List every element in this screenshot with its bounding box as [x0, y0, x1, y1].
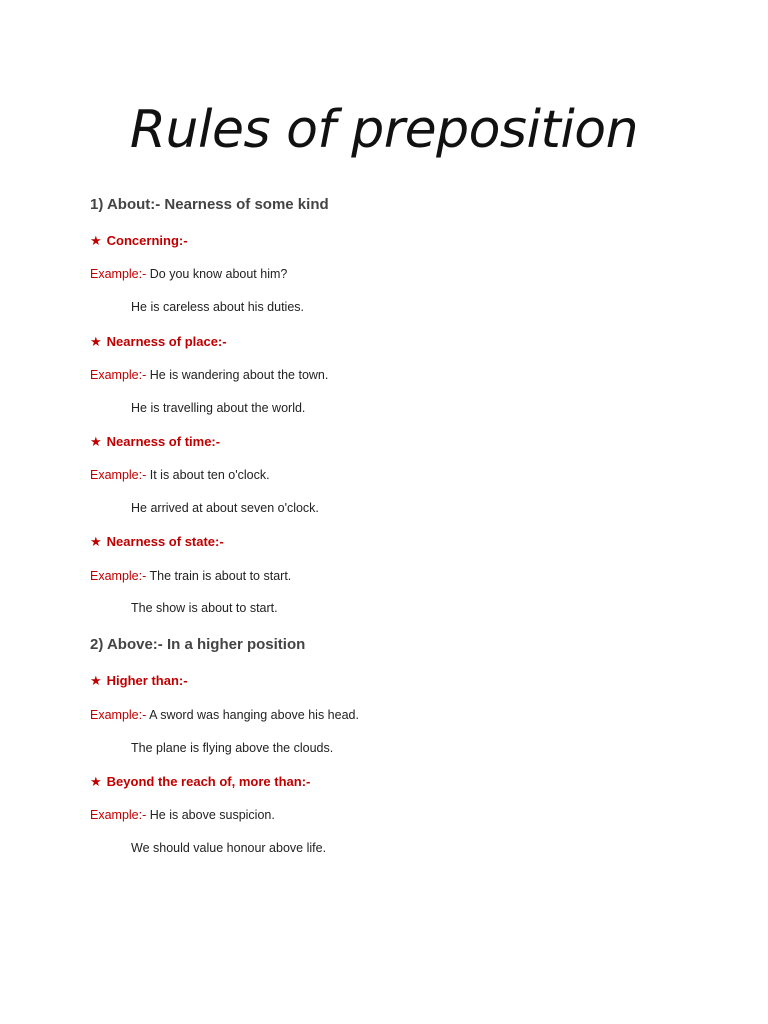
subsection-label: Concerning:-	[106, 233, 188, 248]
example-second-line: He is travelling about the world.	[131, 401, 306, 415]
example-label: Example:-	[90, 708, 147, 722]
star-icon: ★	[90, 673, 102, 688]
subsection-heading-nearness-of-time	[90, 434, 220, 450]
example-text: He is wandering about the town.	[149, 368, 329, 382]
example-line	[90, 808, 275, 822]
example-second-line: The show is about to start.	[131, 601, 278, 615]
page-title: Rules of preposition	[129, 100, 639, 160]
example-second-line: He is careless about his duties.	[131, 300, 305, 314]
subsection-label: Nearness of state:-	[106, 534, 224, 549]
subsection-heading-beyond-the-reach	[90, 774, 310, 790]
example-second-line: We should value honour above life.	[131, 841, 327, 855]
star-icon: ★	[90, 774, 102, 789]
subsection-label: Beyond the reach of, more than:-	[106, 774, 311, 789]
star-icon: ★	[90, 233, 102, 248]
section-heading-about: 1) About:- Nearness of some kind	[90, 196, 329, 213]
section-heading-above: 2) Above:- In a higher position	[90, 636, 306, 653]
subsection-heading-nearness-of-state	[90, 534, 224, 550]
subsection-heading-concerning	[90, 233, 188, 249]
subsection-heading-nearness-of-place	[90, 334, 227, 350]
example-text: A sword was hanging above his head.	[149, 708, 359, 722]
example-label: Example:-	[90, 368, 147, 382]
subsection-label: Nearness of place:-	[106, 334, 227, 349]
subsection-label: Nearness of time:-	[106, 434, 221, 449]
example-text: He is above suspicion.	[149, 808, 275, 822]
subsection-heading-higher-than	[90, 673, 188, 689]
example-label: Example:-	[90, 468, 147, 482]
example-label: Example:-	[90, 808, 147, 822]
star-icon: ★	[90, 534, 102, 549]
star-icon: ★	[90, 434, 102, 449]
example-second-line: The plane is flying above the clouds.	[131, 741, 334, 755]
example-second-line: He arrived at about seven o'clock.	[131, 501, 319, 515]
example-label: Example:-	[90, 267, 147, 281]
example-line	[90, 708, 359, 722]
example-line	[90, 267, 287, 281]
example-line	[90, 468, 270, 482]
example-text: Do you know about him?	[149, 267, 288, 281]
example-text: It is about ten o'clock.	[149, 468, 270, 482]
example-text: The train is about to start.	[149, 569, 292, 583]
example-line	[90, 368, 328, 382]
star-icon: ★	[90, 334, 102, 349]
subsection-label: Higher than:-	[106, 673, 188, 688]
example-line	[90, 569, 291, 583]
example-label: Example:-	[90, 569, 147, 583]
